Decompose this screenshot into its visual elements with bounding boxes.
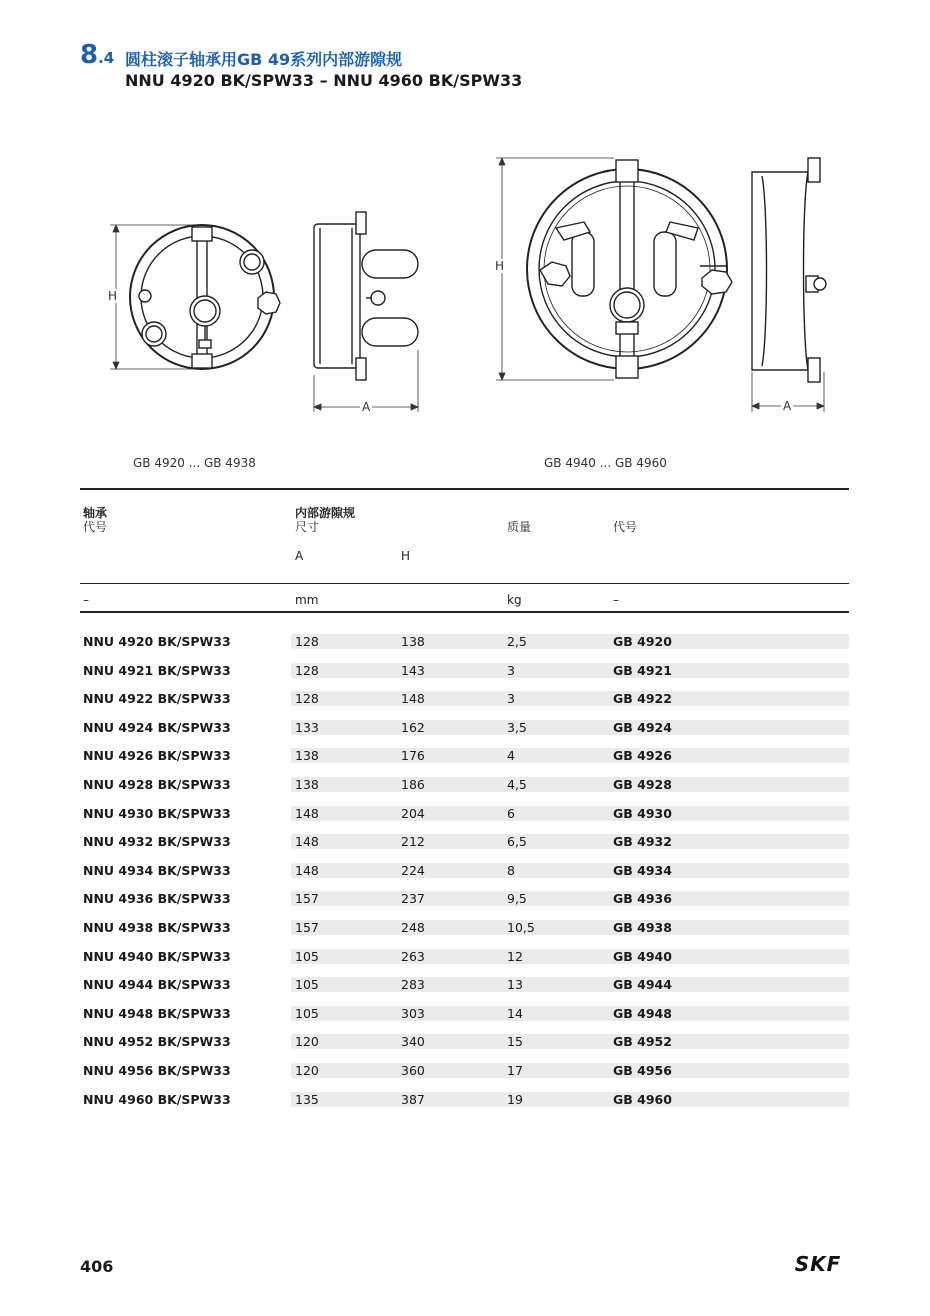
cell-a: 148 xyxy=(295,805,319,821)
section-number-main: 8 xyxy=(80,40,99,70)
header-mass: 质量 xyxy=(507,520,532,534)
header-bearing-line2: 代号 xyxy=(83,520,108,534)
cell-gauge: GB 4926 xyxy=(613,748,672,764)
table-row xyxy=(80,663,849,679)
cell-gauge: GB 4952 xyxy=(613,1034,672,1050)
row-shade xyxy=(291,949,849,964)
header-dims: 尺寸 xyxy=(295,520,320,534)
cell-bearing: NNU 4920 BK/SPW33 xyxy=(83,634,231,649)
cell-a: 105 xyxy=(295,1005,319,1021)
unit-dims: mm xyxy=(295,593,319,607)
table-row xyxy=(80,634,849,650)
cell-gauge: GB 4936 xyxy=(613,891,672,907)
cell-a: 105 xyxy=(295,948,319,964)
cell-mass: 17 xyxy=(507,1063,523,1078)
table-row xyxy=(80,863,849,879)
cell-a: 157 xyxy=(295,891,319,907)
table-row xyxy=(80,1034,849,1050)
cell-h: 186 xyxy=(401,777,425,792)
row-shade xyxy=(291,748,849,763)
cell-gauge: GB 4934 xyxy=(613,862,672,878)
cell-bearing: NNU 4940 BK/SPW33 xyxy=(83,948,231,964)
left-drawing-caption: GB 4920 ... GB 4938 xyxy=(133,456,256,470)
cell-gauge: GB 4932 xyxy=(613,834,672,850)
cell-gauge: GB 4944 xyxy=(613,977,672,993)
table-row xyxy=(80,977,849,993)
cell-bearing: NNU 4921 BK/SPW33 xyxy=(83,662,231,678)
unit-mass: kg xyxy=(507,593,522,607)
skf-logo-text: SKF xyxy=(794,1252,842,1276)
cell-a: 128 xyxy=(295,662,319,678)
cell-gauge: GB 4960 xyxy=(613,1091,672,1107)
table-units-rule xyxy=(80,611,849,613)
cell-gauge: GB 4921 xyxy=(613,662,672,678)
cell-a: 148 xyxy=(295,862,319,878)
small-gauge-dim-h: H xyxy=(108,289,118,303)
cell-bearing: NNU 4936 BK/SPW33 xyxy=(83,891,231,907)
table-header-rule xyxy=(80,583,849,584)
cell-h: 212 xyxy=(401,834,425,850)
row-shade xyxy=(291,806,849,821)
skf-logo xyxy=(786,1251,850,1277)
section-subtitle: NNU 4920 BK/SPW33 – NNU 4960 BK/SPW33 xyxy=(125,71,523,90)
cell-mass: 3,5 xyxy=(507,719,527,735)
large-gauge-dim-h: H xyxy=(495,259,505,273)
cell-h: 303 xyxy=(401,1005,425,1021)
table-row xyxy=(80,720,849,736)
row-shade xyxy=(291,691,849,706)
cell-h: 204 xyxy=(401,805,425,821)
cell-mass: 6 xyxy=(507,805,515,821)
row-shade xyxy=(291,634,849,649)
header-bearing xyxy=(83,506,107,534)
cell-a: 138 xyxy=(295,777,319,792)
cell-bearing: NNU 4930 BK/SPW33 xyxy=(83,805,231,821)
table-row xyxy=(80,691,849,707)
row-shade xyxy=(291,920,849,935)
cell-mass: 15 xyxy=(507,1034,523,1050)
section-number-sub: .4 xyxy=(98,49,115,67)
row-shade xyxy=(291,863,849,878)
cell-mass: 4 xyxy=(507,748,515,764)
cell-h: 224 xyxy=(401,862,425,878)
header-col-a: A xyxy=(295,549,304,563)
row-shade xyxy=(291,834,849,849)
cell-gauge: GB 4938 xyxy=(613,920,672,935)
row-shade xyxy=(291,1034,849,1049)
table-row xyxy=(80,949,849,965)
cell-gauge: GB 4928 xyxy=(613,777,672,792)
cell-bearing: NNU 4944 BK/SPW33 xyxy=(83,977,231,993)
cell-h: 162 xyxy=(401,719,425,735)
cell-bearing: NNU 4926 BK/SPW33 xyxy=(83,748,231,764)
cell-a: 128 xyxy=(295,634,319,649)
cell-bearing: NNU 4956 BK/SPW33 xyxy=(83,1063,231,1078)
cell-bearing: NNU 4934 BK/SPW33 xyxy=(83,862,231,878)
cell-h: 340 xyxy=(401,1034,425,1050)
right-drawing-caption: GB 4940 ... GB 4960 xyxy=(544,456,667,470)
cell-mass: 6,5 xyxy=(507,834,527,850)
cell-a: 148 xyxy=(295,834,319,850)
cell-gauge: GB 4924 xyxy=(613,719,672,735)
section-number xyxy=(80,40,114,73)
table-row xyxy=(80,748,849,764)
cell-a: 138 xyxy=(295,748,319,764)
header-gauge xyxy=(295,506,355,534)
cell-a: 105 xyxy=(295,977,319,993)
table-row xyxy=(80,1006,849,1022)
table-row xyxy=(80,1063,849,1079)
row-shade xyxy=(291,720,849,735)
header-bearing-line1: 轴承 xyxy=(83,506,108,520)
unit-designation: – xyxy=(613,593,619,607)
cell-mass: 14 xyxy=(507,1005,523,1021)
row-shade xyxy=(291,777,849,792)
cell-a: 133 xyxy=(295,719,319,735)
small-gauge-side-drawing xyxy=(305,205,430,415)
cell-h: 387 xyxy=(401,1091,425,1107)
cell-a: 120 xyxy=(295,1063,319,1078)
cell-mass: 9,5 xyxy=(507,891,527,907)
row-shade xyxy=(291,977,849,992)
cell-gauge: GB 4948 xyxy=(613,1005,672,1021)
row-shade xyxy=(291,1006,849,1021)
header-col-h: H xyxy=(401,549,411,563)
unit-bearing: – xyxy=(83,593,89,607)
cell-mass: 3 xyxy=(507,691,515,707)
small-gauge-dim-a: A xyxy=(362,400,371,414)
table-top-rule xyxy=(80,488,849,490)
cell-bearing: NNU 4928 BK/SPW33 xyxy=(83,777,231,792)
cell-h: 143 xyxy=(401,662,425,678)
large-gauge-front-drawing xyxy=(490,150,740,385)
cell-mass: 2,5 xyxy=(507,634,527,649)
row-shade xyxy=(291,663,849,678)
cell-a: 120 xyxy=(295,1034,319,1050)
cell-h: 176 xyxy=(401,748,425,764)
cell-bearing: NNU 4924 BK/SPW33 xyxy=(83,719,231,735)
table-row xyxy=(80,891,849,907)
cell-a: 135 xyxy=(295,1091,319,1107)
cell-gauge: GB 4956 xyxy=(613,1063,672,1078)
cell-h: 248 xyxy=(401,920,425,935)
cell-h: 237 xyxy=(401,891,425,907)
page-number: 406 xyxy=(80,1257,114,1276)
cell-mass: 8 xyxy=(507,862,515,878)
cell-h: 148 xyxy=(401,691,425,707)
table-row xyxy=(80,806,849,822)
cell-h: 263 xyxy=(401,948,425,964)
cell-gauge: GB 4922 xyxy=(613,691,672,707)
large-gauge-dim-a: A xyxy=(783,399,792,413)
cell-mass: 12 xyxy=(507,948,523,964)
cell-gauge: GB 4920 xyxy=(613,634,672,649)
cell-bearing: NNU 4948 BK/SPW33 xyxy=(83,1005,231,1021)
cell-gauge: GB 4940 xyxy=(613,948,672,964)
cell-bearing: NNU 4922 BK/SPW33 xyxy=(83,691,231,707)
table-row xyxy=(80,777,849,793)
cell-mass: 3 xyxy=(507,662,515,678)
cell-mass: 13 xyxy=(507,977,523,993)
header-gauge-line1: 内部游隙规 xyxy=(295,506,356,520)
cell-a: 157 xyxy=(295,920,319,935)
cell-mass: 10,5 xyxy=(507,920,535,935)
cell-a: 128 xyxy=(295,691,319,707)
table-row xyxy=(80,1092,849,1108)
cell-bearing: NNU 4952 BK/SPW33 xyxy=(83,1034,231,1050)
cell-bearing: NNU 4932 BK/SPW33 xyxy=(83,834,231,850)
cell-h: 360 xyxy=(401,1063,425,1078)
header-designation: 代号 xyxy=(613,520,638,534)
table-row xyxy=(80,920,849,936)
cell-bearing: NNU 4960 BK/SPW33 xyxy=(83,1091,231,1107)
row-shade xyxy=(291,1092,849,1107)
cell-mass: 4,5 xyxy=(507,777,527,792)
cell-h: 283 xyxy=(401,977,425,993)
cell-gauge: GB 4930 xyxy=(613,805,672,821)
large-gauge-side-drawing xyxy=(745,150,830,415)
table-row xyxy=(80,834,849,850)
small-gauge-front-drawing xyxy=(100,205,290,390)
section-title: 圆柱滚子轴承用GB 49系列内部游隙规 xyxy=(125,50,403,69)
cell-mass: 19 xyxy=(507,1091,523,1107)
row-shade xyxy=(291,1063,849,1078)
cell-h: 138 xyxy=(401,634,425,649)
row-shade xyxy=(291,891,849,906)
cell-bearing: NNU 4938 BK/SPW33 xyxy=(83,920,231,935)
